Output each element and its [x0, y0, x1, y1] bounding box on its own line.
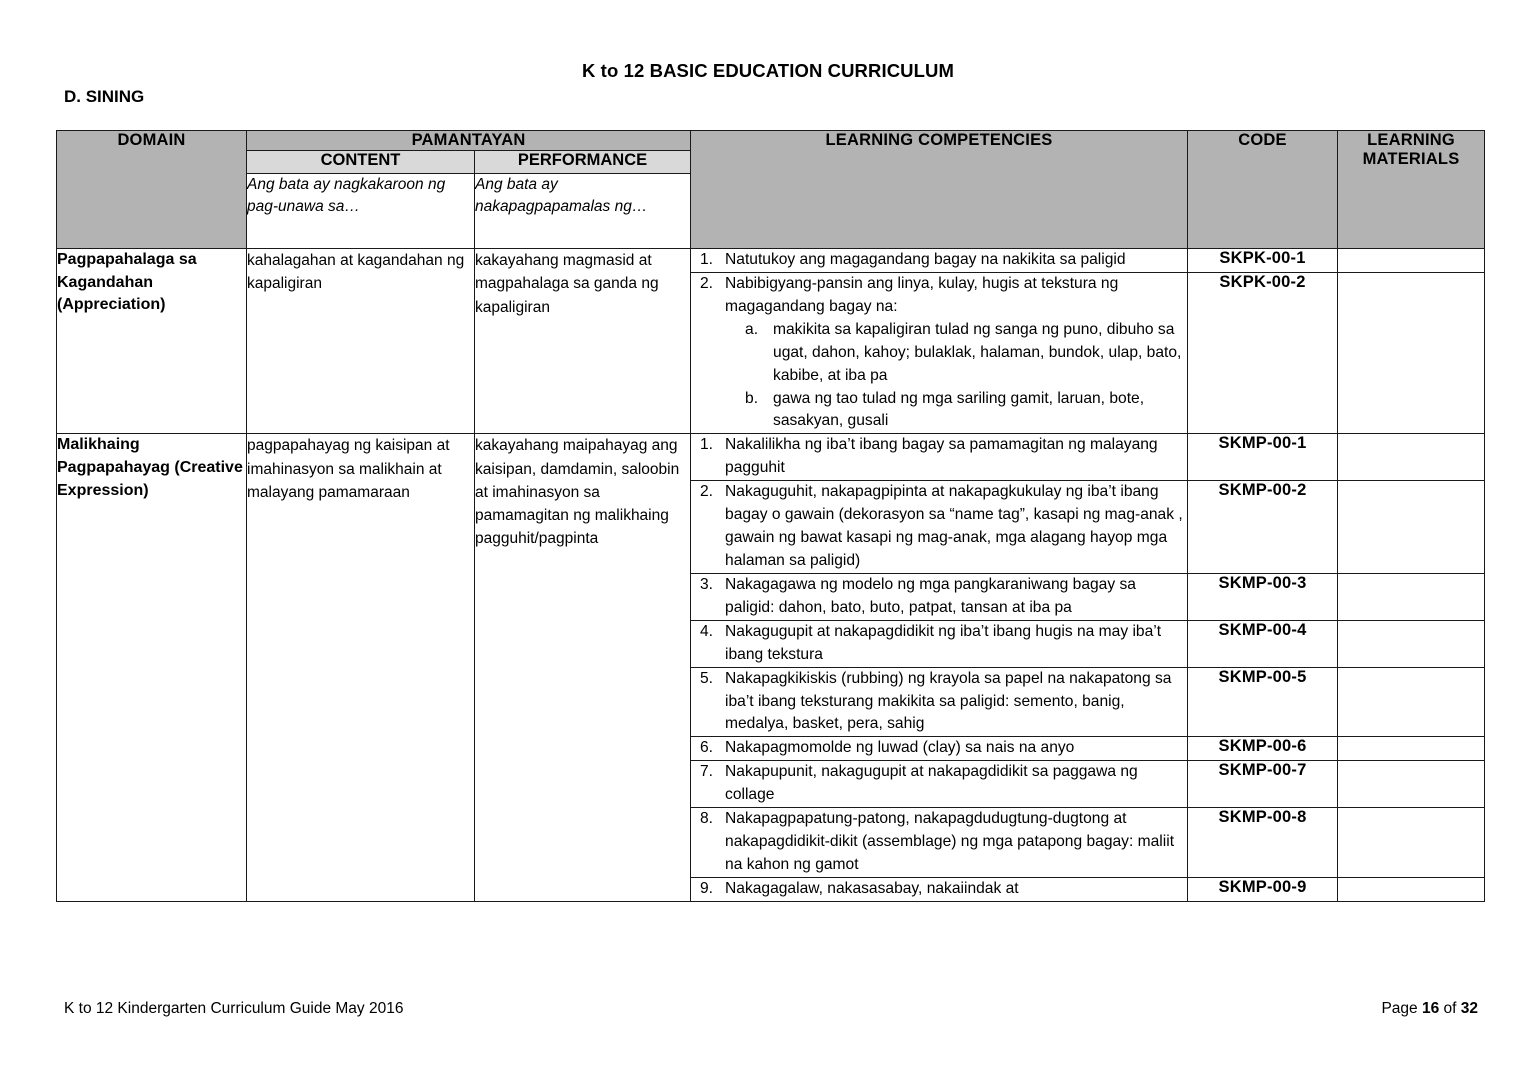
code-cell: SKMP-00-9 [1188, 877, 1338, 901]
learning-materials-cell [1338, 667, 1485, 737]
code-cell: SKMP-00-7 [1188, 761, 1338, 808]
table-row [57, 434, 1485, 481]
code-cell: SKPK-00-1 [1188, 249, 1338, 273]
competency-number: 2. [700, 483, 714, 501]
competency-cell: 7. Nakapupunit, nakagugupit at nakapagdidikit sa paggawa ng collage [691, 761, 1188, 808]
content-standard-cell: kahalagahan at kagandahan ng kapaligiran [247, 249, 475, 434]
header-performance: PERFORMANCE [475, 151, 691, 174]
table-row [57, 249, 1485, 273]
competency-cell: 3. Nakagagawa ng modelo ng mga pangkaraniwang bagay sa paligid: dahon, bato, buto, patpat, tansan at iba pa [691, 573, 1188, 620]
footer-page-number [1381, 1000, 1478, 1018]
competency-cell: 8. Nakapagpapatung-patong, nakapagdudugtung-dugtong at nakapagdidikit-dikit (assemblage) ng mga patapong bagay: maliit na kahon ng gamot [691, 808, 1188, 878]
code-cell: SKMP-00-2 [1188, 481, 1338, 574]
competency-cell: 1. Nakalilikha ng iba’t ibang bagay sa pamamagitan ng malayang pagguhit [691, 434, 1188, 481]
header-content-subtitle: Ang bata ay nagkakaroon ng pag-unawa sa… [247, 174, 475, 249]
header-performance-subtitle: Ang bata ay nakapagpapamalas ng… [475, 174, 691, 249]
page-title: K to 12 BASIC EDUCATION CURRICULUM [581, 60, 955, 81]
curriculum-table [56, 130, 1485, 902]
table-header-row-1 [57, 131, 1485, 151]
competency-number: 1. [700, 436, 714, 454]
competency-subitem-text: gawa ng tao tulad ng mga sariling gamit, laruan, bote, sasakyan, gusali [773, 389, 1145, 430]
content-standard-cell: pagpapahayag ng kaisipan at imahinasyon sa malikhain at malayang pamamaraan [247, 434, 475, 901]
performance-standard-cell: kakayahang magmasid at magpahalaga sa ganda ng kapaligiran [475, 249, 691, 434]
domain-cell: Pagpapahalaga sa Kagandahan (Appreciation) [57, 249, 247, 434]
header-content: CONTENT [247, 151, 475, 174]
code-cell: SKMP-00-8 [1188, 808, 1338, 878]
competency-number: 1. [700, 251, 714, 268]
competency-cell: 2. Nabibigyang-pansin ang linya, kulay, hugis at tekstura ng magagandang bagay na: a. makikita sa kapaligiran tulad ng sanga ng puno, dibuho sa ugat, dahon, kahoy; bulaklak, halaman, bundok, ulap, bato, kabibe, at iba pa b. gawa ng tao tulad ng mga sariling gamit, laruan, bote, sasakyan, gusali [691, 272, 1188, 433]
learning-materials-cell [1338, 481, 1485, 574]
competency-number: 3. [700, 575, 714, 593]
header-pamantayan: PAMANTAYAN [247, 131, 691, 151]
learning-materials-cell [1338, 620, 1485, 667]
header-domain: DOMAIN [57, 131, 247, 249]
competency-cell: 6. Nakapagmomolde ng luwad (clay) sa nais na anyo [691, 737, 1188, 761]
header-learning-competencies: LEARNING COMPETENCIES [691, 131, 1188, 249]
competency-subitem [725, 388, 1187, 434]
competency-cell: 9. Nakagagalaw, nakasasabay, nakaiindak at [691, 877, 1188, 901]
learning-materials-cell [1338, 573, 1485, 620]
competency-cell: 2. Nakaguguhit, nakapagpipinta at nakapagkukulay ng iba’t ibang bagay o gawain (dekorasyon sa “name tag”, kasapi ng mag-anak , gawain ng bawat kasapi ng mag-anak, mga alagang hayop mga halaman sa paligid) [691, 481, 1188, 574]
competency-cell: 5. Nakapagkikiskis (rubbing) ng krayola sa papel na nakapatong sa iba’t ibang teksturang makikita sa paligid: semento, banig, medalya, basket, pera, sahig [691, 667, 1188, 737]
competency-subitem-letter: b. [745, 389, 759, 407]
competency-number: 9. [700, 879, 714, 897]
page-total: 32 [1460, 1000, 1478, 1017]
page-current: 16 [1421, 1000, 1440, 1017]
page-mid: of [1439, 1000, 1461, 1017]
learning-materials-cell [1338, 808, 1485, 878]
learning-materials-cell [1338, 877, 1485, 901]
competency-subitem [725, 319, 1187, 388]
code-cell: SKMP-00-5 [1188, 667, 1338, 737]
section-label: D. SINING [64, 87, 145, 106]
learning-materials-cell [1338, 249, 1485, 273]
competency-cell: 1. Natutukoy ang magagandang bagay na nakikita sa paligid [691, 249, 1188, 273]
page-prefix: Page [1381, 1000, 1422, 1017]
code-cell: SKMP-00-4 [1188, 620, 1338, 667]
competency-cell: 4. Nakagugupit at nakapagdidikit ng iba’t ibang hugis na may iba’t ibang tekstura [691, 620, 1188, 667]
performance-standard-cell: kakayahang maipahayag ang kaisipan, damdamin, saloobin at imahinasyon sa pamamagitan ng malikhaing pagguhit/pagpinta [475, 434, 691, 901]
competency-number: 4. [700, 622, 714, 640]
domain-cell: Malikhaing Pagpapahayag (Creative Expression) [57, 434, 247, 901]
learning-materials-cell [1338, 272, 1485, 433]
learning-materials-cell [1338, 737, 1485, 761]
footer-left-text: K to 12 Kindergarten Curriculum Guide May 2016 [64, 1000, 404, 1017]
learning-materials-cell [1338, 761, 1485, 808]
code-cell: SKMP-00-1 [1188, 434, 1338, 481]
competency-number: 8. [700, 810, 714, 828]
competency-number: 2. [700, 274, 714, 292]
code-cell: SKMP-00-6 [1188, 737, 1338, 761]
learning-materials-cell [1338, 434, 1485, 481]
competency-subitem-letter: a. [745, 320, 759, 338]
competency-number: 6. [700, 739, 714, 757]
competency-number: 7. [700, 763, 714, 781]
competency-subitem-text: makikita sa kapaligiran tulad ng sanga ng puno, dibuho sa ugat, dahon, kahoy; bulaklak, halaman, bundok, ulap, bato, kabibe, at iba pa [773, 320, 1182, 384]
curriculum-table-wrapper [56, 130, 1484, 902]
code-cell: SKMP-00-3 [1188, 573, 1338, 620]
code-cell: SKPK-00-2 [1188, 272, 1338, 433]
competency-number: 5. [700, 669, 714, 687]
header-code: CODE [1188, 131, 1338, 249]
header-learning-materials: LEARNING MATERIALS [1338, 131, 1485, 249]
